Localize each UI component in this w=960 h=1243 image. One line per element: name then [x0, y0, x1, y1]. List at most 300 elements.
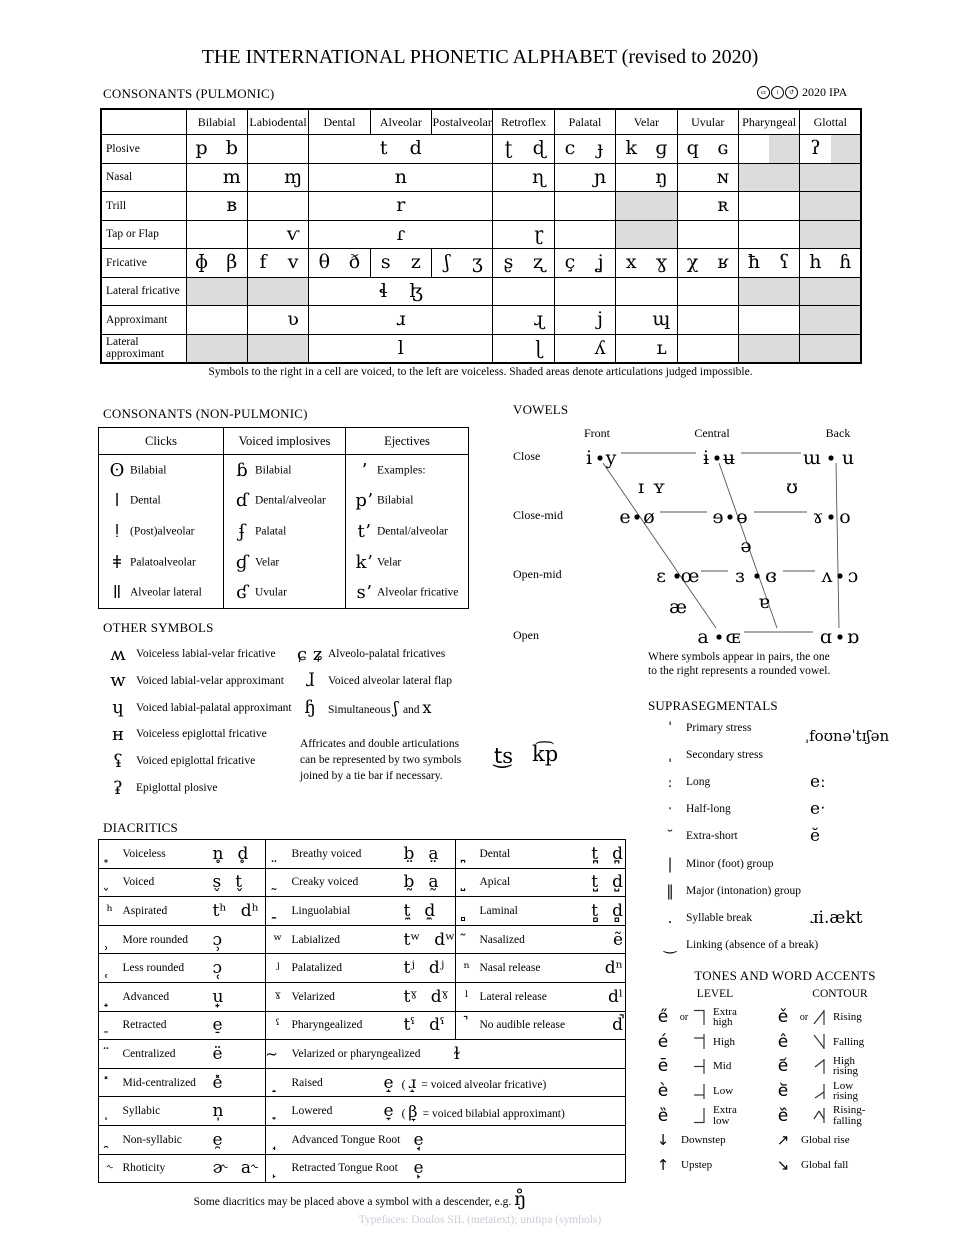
tone-bar-t3: [692, 1057, 707, 1076]
cell-label: Half-long: [686, 803, 731, 816]
diacritic-span-cell: [290, 1068, 626, 1097]
ipa-symbol: ɔ̜: [212, 958, 223, 979]
ipa-symbol: j: [597, 308, 604, 331]
consonant-cell: [554, 249, 615, 278]
ipa-symbol: s: [380, 251, 391, 274]
other-symbols-heading: OTHER SYMBOLS: [103, 620, 214, 635]
ipa-symbol: ʛ: [236, 582, 248, 604]
diacritic-example: [402, 925, 456, 954]
nonpulmonic-header: Voiced implosives: [224, 428, 346, 455]
tone-row: [770, 1054, 960, 1079]
ipa-symbol: dʰ: [240, 900, 259, 921]
diacritic-span-content: [292, 1158, 624, 1178]
diacritic-label: Dental: [478, 840, 576, 869]
suprasegmentals-heading: SUPRASEGMENTALS: [648, 698, 778, 713]
consonant-cell: [309, 135, 493, 164]
diacritic-row: [99, 954, 626, 983]
ipa-symbol: x: [625, 251, 637, 274]
diacritic-example: [576, 982, 626, 1011]
nonpulmonic-header-row: [99, 428, 469, 455]
symbol-pair: [493, 139, 553, 158]
consonant-cell: [616, 163, 677, 192]
diacritic-label: Pharyngealized: [290, 1011, 402, 1040]
vowel-symbol: ɐ: [758, 591, 770, 613]
pulmonic-header-row: [101, 109, 861, 135]
diacritics-bottom-note: [100, 1188, 620, 1210]
consonant-cell: [554, 135, 615, 164]
tone-label-line: rising: [833, 1090, 859, 1103]
diacritic-label: Centralized: [121, 1040, 211, 1069]
consonant-cell: [493, 249, 554, 278]
ipa-symbol: d̺: [612, 872, 623, 893]
affricates-note-line3: joined by a tie bar if necessary.: [300, 770, 443, 782]
ipa-symbol: kʼ: [355, 551, 373, 573]
diacritic-label: Retracted Tongue Root: [291, 1162, 398, 1175]
manner-row: [101, 135, 861, 164]
tone-label-line: Mid: [713, 1060, 732, 1073]
consonant-cell: [554, 220, 615, 249]
nonpulmonic-cell: [224, 455, 346, 486]
tone-label: [833, 1081, 858, 1102]
tone-label: [713, 1061, 731, 1072]
diacritic-mark: [456, 840, 478, 869]
cell-label: Bilabial: [130, 464, 167, 477]
diacritic-mark: [456, 1011, 478, 1040]
symbol-pair: [309, 310, 492, 329]
diacritic-label: Rhoticity: [121, 1154, 211, 1183]
consonant-cell: [738, 192, 799, 221]
place-header: Bilabial: [186, 109, 247, 135]
ipa-symbol: ɚ: [212, 1158, 227, 1179]
diacritic-row: [99, 897, 626, 926]
pulmonic-table: [100, 108, 862, 364]
symbol-pair: [371, 253, 431, 272]
nonpulmonic-cell: [346, 486, 469, 517]
note-text: (: [401, 1079, 409, 1092]
ipa-symbol: dʷ: [434, 929, 456, 950]
suprasegmental-row: [660, 850, 960, 877]
tone-letter: e᷈: [777, 1105, 789, 1126]
consonant-cell: [309, 163, 493, 192]
diacritic-label: Raised: [291, 1076, 323, 1089]
tone-label: [713, 1105, 737, 1126]
other-symbol-row: [104, 668, 284, 694]
cell-label: Palatoalveolar: [130, 556, 196, 569]
consonant-cell: [677, 192, 738, 221]
cell-label: Voiced labial-palatal approximant: [136, 701, 292, 714]
vowel-symbol: ʉ: [722, 447, 736, 469]
diacritic-label: Less rounded: [121, 954, 211, 983]
tone-label-line: Upstep: [681, 1158, 713, 1171]
tone-label-line: Low: [833, 1079, 854, 1092]
ipa-symbol: ʃ: [393, 698, 403, 718]
consonant-cell: [247, 163, 308, 192]
consonant-half-cell: [738, 135, 769, 164]
tone-label-line: Falling: [833, 1035, 865, 1048]
tone-bar: [692, 1082, 708, 1101]
consonant-cell: [186, 192, 247, 221]
nonpulmonic-cell: [224, 516, 346, 547]
or-label: or: [679, 1011, 689, 1023]
ipa-symbol: ɕ ʑ: [297, 643, 323, 665]
consonant-cell: [309, 306, 493, 335]
consonant-cell: [493, 334, 554, 363]
consonant-cell: [186, 135, 247, 164]
ipa-symbol: ʢ: [113, 750, 123, 772]
affricates-note-line1: Affricates and double articulations: [300, 738, 460, 750]
vowel-row-closemid: Close-mid: [513, 508, 563, 522]
consonant-half-cell: [800, 135, 831, 164]
symbol-pair: [493, 222, 553, 245]
vowel-symbol: ʏ: [652, 476, 666, 498]
consonant-cell: [309, 334, 493, 363]
tones-level-list: [650, 1005, 770, 1177]
vowel-symbol: ɨ: [702, 447, 710, 469]
diacritic-mark: [266, 868, 290, 897]
ipa-symbol: ɗ: [235, 490, 249, 512]
diacritic-mark: [99, 1068, 121, 1097]
by-icon: i: [771, 86, 784, 99]
other-symbol-row: [104, 641, 276, 667]
consonant-cell: [247, 220, 308, 249]
diacritic-label: Velarized: [290, 982, 402, 1011]
diacritic-label: Laminal: [478, 897, 576, 926]
ipa-symbol: d̼: [424, 900, 436, 921]
ipa-symbol: dˡ: [607, 986, 623, 1007]
diacritic-mark: [99, 982, 121, 1011]
ipa-symbol: ‖: [666, 881, 674, 900]
vowel-symbol: ɵ: [736, 506, 748, 528]
ipa-symbol: ɴ: [716, 165, 729, 188]
tone-bar: [692, 1008, 708, 1027]
vowel-symbol: ɶ: [725, 626, 741, 648]
diacritic-label: Velarized or pharyngealized: [291, 1047, 421, 1060]
consonant-cell: [800, 192, 861, 221]
diacritic-row: [99, 982, 626, 1011]
manner-row: [101, 277, 861, 306]
symbol-pair: [678, 253, 738, 272]
consonant-cell: [309, 192, 493, 221]
cell-label: [328, 698, 431, 717]
suprasegmental-example: ĕ: [810, 826, 821, 847]
tone-label-line: Extra: [713, 1005, 737, 1018]
tone-bar: [812, 1008, 828, 1027]
diacritic-note: [402, 1073, 547, 1092]
consonant-cell: [247, 306, 308, 335]
ipa-symbol: ɬ: [378, 279, 388, 302]
place-header: Palatal: [554, 109, 615, 135]
vowel-symbol: ɑ: [819, 626, 833, 648]
cell-label: [328, 648, 445, 660]
suprasegmental-row: [660, 768, 960, 795]
sa-icon: ↺: [785, 86, 798, 99]
ipa-symbol: ɸ: [195, 251, 209, 274]
ipa-symbol: dʲ: [428, 958, 445, 979]
symbol-pair: [616, 139, 676, 158]
tone-label-line: High: [833, 1054, 855, 1067]
diacritic-row: [99, 868, 626, 897]
pulmonic-head: [101, 109, 861, 135]
tone-bar-t5: [692, 1008, 707, 1027]
diacritic-span-cell: [290, 1125, 626, 1154]
ipa-symbol: k: [625, 137, 638, 160]
tone-label-line: Global fall: [801, 1158, 849, 1171]
symbol-pair: [248, 310, 308, 329]
ipa-symbol: e̙: [413, 1158, 424, 1179]
diacritic-label: Palatalized: [290, 954, 402, 983]
ipa-symbol: ð: [348, 251, 361, 274]
ipa-symbol: ǀ: [114, 490, 120, 512]
tone-label-line: High: [713, 1035, 735, 1048]
diacritic-label: Creaky voiced: [290, 868, 402, 897]
tone-letter: è: [657, 1081, 669, 1102]
tone-row: [650, 1153, 770, 1178]
diacritic-label: Aspirated: [121, 897, 211, 926]
diacritic-example: [576, 1011, 626, 1040]
symbol-pair: [309, 165, 492, 188]
vowel-note-line2: to the right represents a rounded vowel.: [648, 665, 831, 677]
diacritic-example: [402, 982, 456, 1011]
vowel-symbol: ɯ: [802, 447, 822, 469]
tone-label: [713, 1086, 733, 1097]
vowels-heading: VOWELS: [513, 402, 569, 417]
symbol-pair: [678, 139, 738, 158]
diacritic-label: Syllabic: [121, 1097, 211, 1126]
diacritic-label: Nasalized: [478, 925, 576, 954]
corner-cell: [101, 109, 186, 135]
tone-row: [770, 1005, 960, 1030]
tone-label: [681, 1135, 726, 1146]
manner-row: [101, 306, 861, 335]
cell-label: Velar: [377, 556, 402, 569]
tone-label-line: Rising-: [833, 1104, 866, 1117]
tone-label-line: Low: [713, 1084, 734, 1097]
tone-bar-hr: [812, 1057, 827, 1076]
symbol-pair: [248, 165, 308, 188]
vowel-symbol: ʊ: [786, 476, 798, 498]
vowel-pair-dot: [727, 514, 732, 519]
ipa-symbol: ʙ: [226, 194, 238, 217]
diacritic-mark: [266, 840, 290, 869]
suprasegmental-example: eː: [810, 771, 826, 792]
tone-label-line: Rising: [833, 1011, 862, 1024]
or-label: or: [799, 1011, 809, 1023]
symbol-pair: [616, 310, 676, 329]
nonpulmonic-row: [99, 547, 469, 578]
ipa-symbol: ʝ: [596, 251, 604, 274]
nonpulmonic-header: Clicks: [99, 428, 224, 455]
diacritic-mark: [99, 925, 121, 954]
vowel-chart: [540, 440, 910, 652]
consonant-cell: [616, 192, 677, 221]
ipa-symbol: ʈ: [504, 137, 513, 160]
diacritic-span-cell: [290, 1040, 626, 1069]
place-header: Retroflex: [493, 109, 554, 135]
ipa-symbol: ʄ: [238, 520, 246, 542]
other-symbol-row: [104, 748, 255, 774]
ipa-symbol: ʼ: [361, 459, 367, 481]
symbol-pair: [187, 196, 247, 215]
diacritic-example: [211, 840, 266, 869]
tone-label-line: Global rise: [801, 1134, 850, 1147]
tone-bar-fal: [812, 1032, 827, 1051]
nonpulmonic-header: Ejectives: [346, 428, 469, 455]
symbol-pair: [555, 253, 615, 272]
ipa-symbol: w: [110, 670, 126, 692]
other-symbol-row: [296, 668, 452, 694]
diacritic-label: Lateral release: [478, 982, 576, 1011]
consonant-cell: [677, 249, 738, 278]
vowel-chart-line: [836, 463, 839, 628]
diacritic-mark: [456, 925, 478, 954]
ipa-symbol: x: [422, 698, 432, 718]
cell-label: (Post)alveolar: [130, 525, 195, 538]
consonant-cell: [370, 249, 431, 278]
cell-label: [328, 675, 452, 687]
suprasegmental-row: [660, 741, 960, 768]
symbol-pair: [678, 196, 738, 215]
nonpulmonic-cell: [346, 547, 469, 578]
tone-letter: e̋: [657, 1007, 669, 1028]
ipa-symbol: ʕ: [779, 251, 790, 274]
vowel-symbol: o: [839, 506, 851, 528]
diacritic-label: Voiced: [121, 868, 211, 897]
tone-letter: e᷅: [777, 1081, 789, 1102]
ipa-symbol: v: [287, 251, 299, 274]
diacritic-example: [576, 897, 626, 926]
vowel-symbol: ɛ: [656, 565, 666, 587]
ipa-symbol: ǂ: [112, 551, 122, 573]
ipa-symbol: ë: [212, 1043, 223, 1064]
tone-label: [833, 1012, 862, 1023]
vowel-symbol: e: [619, 506, 631, 528]
nonpulmonic-row: [99, 516, 469, 547]
suprasegmental-row: [660, 932, 960, 959]
tone-bar: [812, 1032, 828, 1051]
nonpulmonic-cell: [224, 547, 346, 578]
ipa-symbol: ɹ: [396, 308, 406, 331]
diacritic-label: More rounded: [121, 925, 211, 954]
symbol-pair: [800, 253, 860, 272]
ipa-symbol: ɓ: [236, 459, 248, 481]
symbol-pair: [248, 253, 308, 272]
ipa-symbol: ɾ: [396, 222, 406, 245]
cell-label: Dental/alveolar: [255, 494, 326, 507]
consonant-cell: [247, 135, 308, 164]
diacritic-row: [99, 925, 626, 954]
vowel-note-line1: Where symbols appear in pairs, the one: [648, 651, 830, 663]
ipa-symbol: ŋ: [655, 165, 668, 188]
vowel-pair-dot: [674, 573, 679, 578]
ipa-symbol: ɲ: [593, 165, 607, 188]
ipa-symbol: f: [259, 251, 267, 274]
cell-label: Dental/alveolar: [377, 525, 448, 538]
ipa-symbol: ˘: [666, 827, 674, 846]
diacritic-example: [211, 925, 266, 954]
ipa-symbol: ˑ: [667, 800, 673, 819]
nonpulmonic-cell: [99, 547, 224, 578]
place-header: Labiodental: [247, 109, 308, 135]
nonpulmonic-row: [99, 486, 469, 517]
consonant-cell: [800, 306, 861, 335]
ipa-symbol: ‿: [663, 936, 677, 955]
ipa-symbol: ʒ: [471, 251, 483, 274]
consonant-cell: [738, 306, 799, 335]
consonant-cell: [432, 249, 493, 278]
tone-row: [770, 1103, 960, 1128]
manner-row: [101, 334, 861, 363]
diacritic-label: Linguolabial: [290, 897, 402, 926]
tone-bar-t2: [692, 1082, 707, 1101]
diacritic-example: [402, 954, 456, 983]
diacritic-row: [99, 1011, 626, 1040]
ipa-symbol: t̻: [591, 900, 599, 921]
diacritic-example: [211, 1154, 266, 1183]
vowel-pair-dot: [837, 634, 842, 639]
vowel-pair-dot: [716, 634, 721, 639]
ipa-symbol: ɻ: [533, 308, 544, 331]
tone-letter: ↗: [776, 1131, 790, 1150]
tone-label: [833, 1056, 858, 1077]
vowel-pair-dot: [837, 573, 842, 578]
ipa-symbol: .: [667, 908, 673, 927]
diacritic-span-cell: [290, 1097, 626, 1126]
consonant-cell: [186, 334, 247, 363]
ipa-symbol: ɢ: [717, 137, 729, 160]
tone-bar: [692, 1057, 708, 1076]
vowel-symbol: ø: [643, 506, 655, 528]
tone-bar-lr: [812, 1082, 827, 1101]
symbol-pair: [432, 253, 492, 272]
diacritic-mark: ⁿ: [456, 954, 478, 983]
cell-label: Secondary stress: [686, 748, 763, 761]
copyright-text: 2020 IPA: [802, 85, 848, 99]
cell-label: Linking (absence of a break): [686, 939, 819, 952]
diacritic-mark: [266, 897, 290, 926]
tone-row: [650, 1103, 770, 1128]
consonant-cell: [738, 163, 799, 192]
symbol-pair: [678, 165, 738, 188]
diacritic-mark: [456, 897, 478, 926]
ipa-symbol: ʟ: [656, 336, 667, 359]
diacritic-mark: ˤ: [266, 1011, 290, 1040]
copyright: [757, 85, 847, 100]
consonant-cell: [493, 220, 554, 249]
consonant-cell: [616, 135, 677, 164]
ipa-symbol: a̤: [428, 843, 439, 864]
consonant-cell: [309, 249, 370, 278]
ipa-symbol: ç: [564, 251, 576, 274]
manner-label: Nasal: [101, 163, 186, 192]
diacritic-mark: [456, 868, 478, 897]
tone-row: [650, 1054, 770, 1079]
tone-label-line: high: [713, 1016, 733, 1029]
cell-label: Epiglottal plosive: [136, 782, 218, 794]
diacritic-example: [576, 925, 626, 954]
tone-row: [770, 1079, 960, 1104]
diacritic-row: [99, 1068, 626, 1097]
ipa-symbol: ɟ: [597, 137, 604, 160]
symbol-pair: [187, 253, 247, 272]
symbol-pair: [309, 279, 492, 302]
symbol-pair: [555, 336, 615, 359]
manner-label: Fricative: [101, 249, 186, 278]
symbol-pair: [493, 310, 553, 329]
symbol-pair: [248, 222, 308, 245]
diacritic-row: [99, 1125, 626, 1154]
ipa-symbol: ħ: [747, 251, 761, 274]
consonant-half-cell: [769, 135, 800, 164]
